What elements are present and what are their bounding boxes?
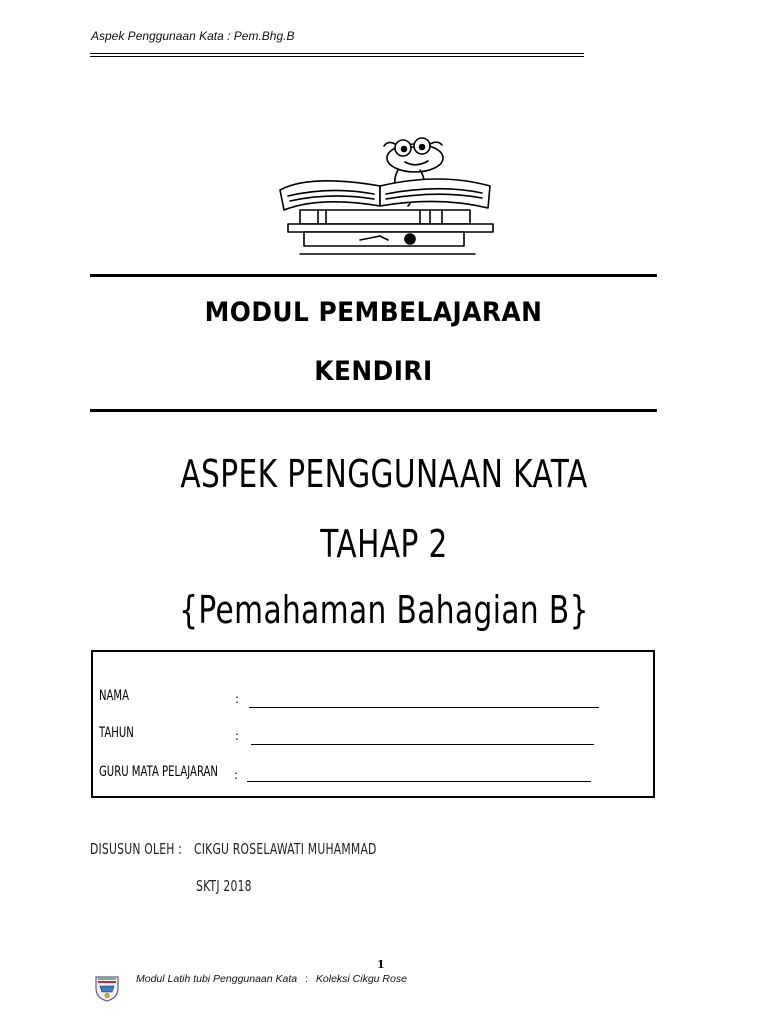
teacher-field[interactable] [247, 781, 591, 782]
compiled-by-label: DISUSUN OLEH : [90, 840, 183, 858]
teacher-colon: : [234, 768, 239, 782]
level-title: TAHAP 2 [320, 522, 448, 566]
name-label: NAMA [99, 688, 130, 704]
title-rule-top [90, 274, 657, 277]
module-title-line1: MODUL PEMBELAJARAN [204, 297, 543, 328]
name-colon: : [235, 692, 240, 706]
school-year: SKTJ 2018 [196, 877, 252, 895]
section-title: {Pemahaman Bahagian B} [179, 588, 589, 632]
year-label: TAHUN [99, 725, 134, 741]
page-number: 1 [377, 958, 385, 971]
year-colon: : [235, 729, 240, 743]
header-rule-top [90, 53, 584, 54]
footer-left-text: Modul Latih tubi Penggunaan Kata [136, 973, 298, 985]
author-name: CIKGU ROSELAWATI MUHAMMAD [194, 840, 377, 858]
running-header: Aspek Penggunaan Kata : Pem.Bhg.B [91, 29, 295, 43]
subject-title: ASPEK PENGGUNAAN KATA [180, 452, 588, 496]
school-crest-icon [94, 974, 120, 1002]
bookworm-reading-books-icon [270, 130, 500, 260]
footer-right-text: Koleksi Cikgu Rose [315, 973, 407, 985]
student-info-form [91, 650, 655, 798]
footer-separator: : [305, 973, 308, 985]
module-title-line2: KENDIRI [314, 356, 433, 387]
year-field[interactable] [251, 744, 594, 745]
title-rule-bottom [90, 409, 657, 412]
teacher-label: GURU MATA PELAJARAN [99, 764, 218, 780]
name-field[interactable] [249, 707, 599, 708]
header-rule-bottom [90, 56, 584, 57]
footer-text [136, 973, 407, 985]
